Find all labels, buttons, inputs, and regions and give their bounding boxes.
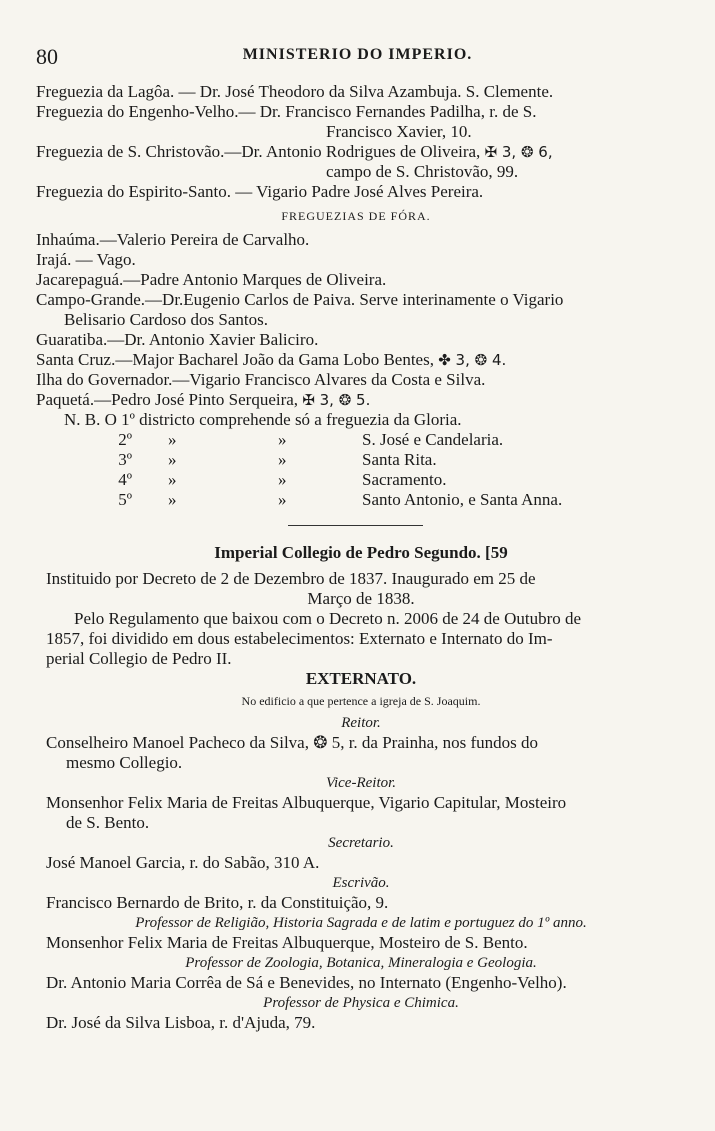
college-founded-cont: Março de 1838. [307,589,415,608]
parish-line-cont: Belisario Cardoso dos Santos. [64,310,268,329]
parish-text: Santa Cruz.—Major Bacharel João da Gama Lobo Bentes, [36,350,434,369]
running-head: MINISTERIO DO IMPERIO. [242,46,473,63]
parish-line: Campo-Grande.—Dr.Eugenio Carlos de Paiva. Serve interinamente o Vigario [36,290,564,309]
district-number: 4º [118,470,132,489]
parish-text: Freguezia de S. Christovão.—Dr. Antonio Rodrigues de Oliveira, [36,142,481,161]
staff-role: Professor de Religião, Historia Sagrada e de latim e portuguez do 1º anno. [135,915,587,931]
district-row [36,430,676,450]
section-heading: FREGUEZIAS DE FÓRA. [281,209,431,223]
staff-role: Professor de Physica e Chimica. [263,995,459,1011]
parish-line: Freguezia do Espirito-Santo. — Vigario Padre José Alves Pereira. [36,182,484,201]
ditto-mark: » [168,450,177,469]
district-parishes: Santa Rita. [362,450,437,469]
ditto-mark: » [278,490,287,509]
building-note: No edificio a que pertence a igreja de S. Joaquim. [241,694,481,708]
order-decoration-icon: ✤ 3, ❂ 4. [438,351,507,369]
parish-line [36,142,676,162]
district-number: 3º [118,450,132,469]
parish-section [36,82,676,510]
staff-role: Reitor. [341,715,381,731]
page-number: 80 [36,44,58,69]
staff-entry: Monsenhor Felix Maria de Freitas Albuquerque, Mosteiro de S. Bento. [46,933,528,952]
parish-line: Jacarepaguá.—Padre Antonio Marques de Oliveira. [36,270,387,289]
staff-entry: Conselheiro Manoel Pacheco da Silva, ❂ 5, r. da Prainha, nos fundos do [46,733,539,752]
staff-role: Professor de Zoologia, Botanica, Mineralogia e Geologia. [185,955,537,971]
staff-role: Escrivão. [332,875,390,891]
district-row [36,450,676,470]
staff-entry: Monsenhor Felix Maria de Freitas Albuquerque, Vigario Capitular, Mosteiro [46,793,567,812]
staff-entry-cont: mesmo Collegio. [66,753,183,772]
district-number: 2º [118,430,132,449]
parish-line [36,390,676,410]
ditto-mark: » [278,430,287,449]
staff-entry: Dr. Antonio Maria Corrêa de Sá e Benevides, no Internato (Engenho-Velho). [46,973,567,992]
college-section [46,543,676,1033]
district-number: 5º [118,490,132,509]
ditto-mark: » [168,490,177,509]
nota-bene: N. B. O 1º districto comprehende só a freguezia da Gloria. [64,410,462,429]
ditto-mark: » [278,450,287,469]
staff-entry-cont: de S. Bento. [66,813,150,832]
staff-entry: José Manoel Garcia, r. do Sabão, 310 A. [46,853,320,872]
parish-line: Guaratiba.—Dr. Antonio Xavier Baliciro. [36,330,319,349]
order-decoration-icon: ✠ 3, ❂ 5. [302,391,371,409]
college-title: Imperial Collegio de Pedro Segundo. [59 [214,543,508,562]
parish-line: Inhaúma.—Valerio Pereira de Carvalho. [36,230,310,249]
college-regulation: 1857, foi dividido em dous estabelecimentos: Externato e Internato do Im- [46,629,553,648]
college-regulation: Pelo Regulamento que baixou com o Decreto n. 2006 de 24 de Outubro de [74,609,582,628]
district-parishes: S. José e Candelaria. [362,430,504,449]
parish-line: Freguezia do Engenho-Velho.— Dr. Francisco Fernandes Padilha, r. de S. [36,102,537,121]
staff-role: Vice-Reitor. [325,775,397,791]
ditto-mark: » [278,470,287,489]
order-decoration-icon: ✠ 3, ❂ 6, [484,143,553,161]
parish-line: Freguezia da Lagôa. — Dr. José Theodoro da Silva Azambuja. S. Clemente. [36,82,554,101]
staff-role: Secretario. [328,835,394,851]
parish-line: Ilha do Governador.—Vigario Francisco Alvares da Costa e Silva. [36,370,486,389]
externato-heading: EXTERNATO. [305,669,417,688]
parish-line [36,350,676,370]
district-row [36,470,676,490]
parish-text: Paquetá.—Pedro José Pinto Serqueira, [36,390,299,409]
ditto-mark: » [168,470,177,489]
college-regulation: perial Collegio de Pedro II. [46,649,232,668]
ditto-mark: » [168,430,177,449]
staff-entry: Dr. José da Silva Lisboa, r. d'Ajuda, 79. [46,1013,316,1032]
section-divider [288,525,423,526]
parish-line-cont: Francisco Xavier, 10. [326,122,472,141]
district-row [36,490,676,510]
staff-entry: Francisco Bernardo de Brito, r. da Constituição, 9. [46,893,389,912]
parish-line-cont: campo de S. Christovão, 99. [326,162,519,181]
district-parishes: Sacramento. [362,470,447,489]
college-founded: Instituido por Decreto de 2 de Dezembro de 1837. Inaugurado em 25 de [46,569,536,588]
district-parishes: Santo Antonio, e Santa Anna. [362,490,563,509]
parish-line: Irajá. — Vago. [36,250,136,269]
